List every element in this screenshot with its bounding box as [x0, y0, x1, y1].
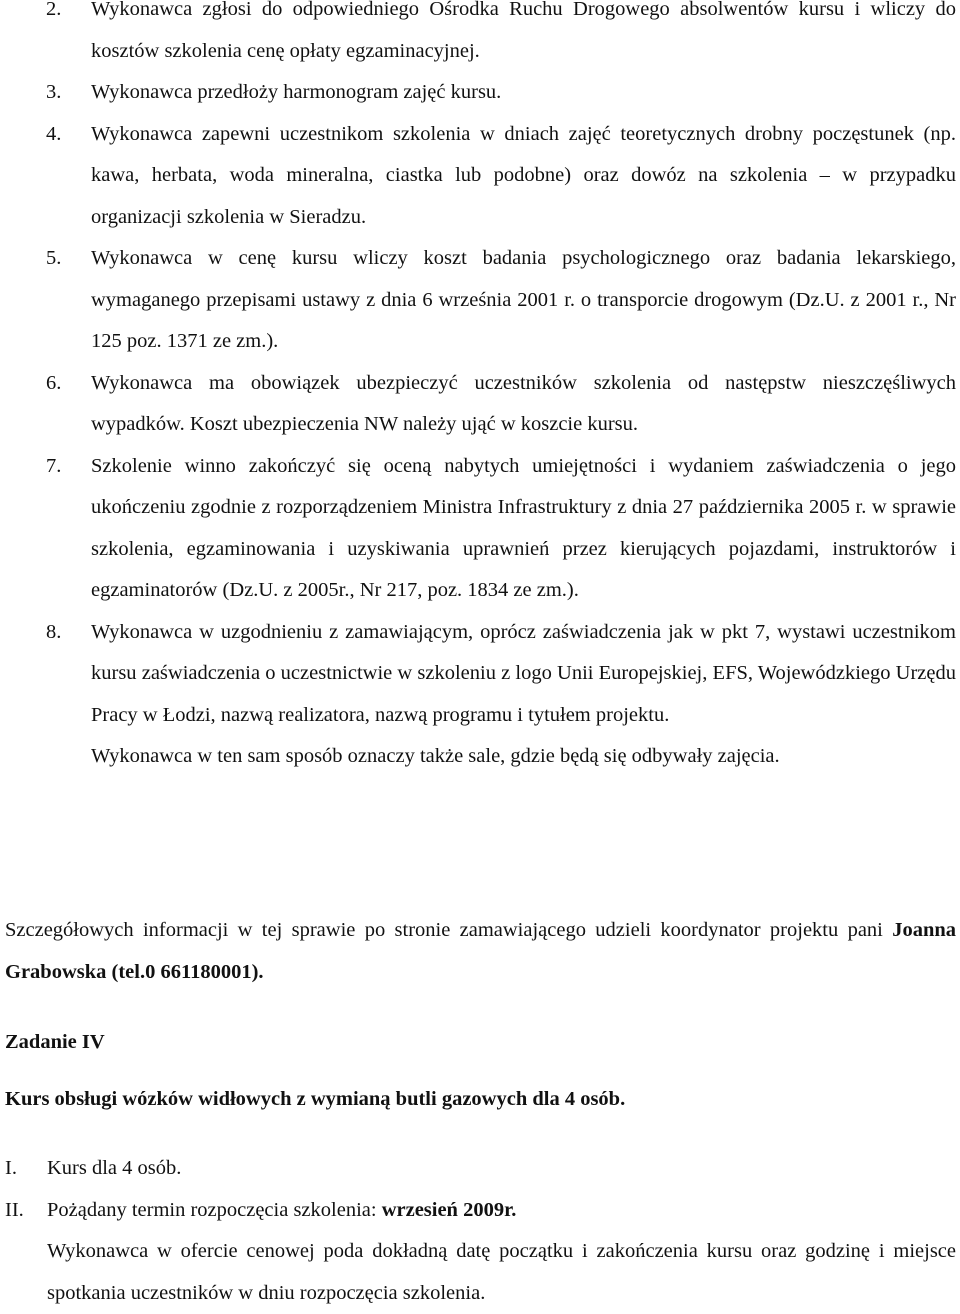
roman-item-text: Kurs dla 4 osób. [47, 1157, 182, 1179]
list-item [0, 363, 956, 446]
list-item-text: Wykonawca ma obowiązek ubezpieczyć uczestników szkolenia od następstw nieszczęśliwych wypadków. Koszt ubezpieczenia NW należy ująć w koszcie kursu. [91, 371, 956, 435]
list-item [0, 612, 956, 737]
list-item-text: Wykonawca przedłoży harmonogram zajęć kursu. [91, 81, 502, 103]
list-continuation: Wykonawca w ten sam sposób oznaczy także sale, gdzie będą się odbywały zajęcia. [91, 745, 780, 767]
list-item-text: Wykonawca zgłosi do odpowiedniego Ośrodka Ruchu Drogowego absolwentów kursu i wliczy do kosztów szkolenia cenę opłaty egzaminacyjnej. [91, 0, 956, 62]
roman-continuation: Wykonawca w ofercie cenowej poda dokładną datę początku i zakończenia kursu oraz godzinę i miejsce spotkania uczestników w dniu rozpoczęcia szkolenia. [47, 1240, 956, 1304]
task-title: Zadanie IV [5, 1031, 105, 1053]
course-title: Kurs obsługi wózków widłowych z wymianą butli gazowych dla 4 osób. [5, 1088, 626, 1110]
list-item-number: 3. [46, 81, 62, 103]
list-item-number: 8. [46, 620, 62, 643]
details-end: . [258, 960, 264, 983]
contact-person: Joanna Grabowska (tel.0 661180001) [5, 919, 956, 983]
list-item-number: 4. [46, 122, 62, 145]
list-item-number: 7. [46, 454, 62, 477]
roman-item-text: Pożądany termin rozpoczęcia szkolenia: [47, 1198, 382, 1221]
list-item [0, 114, 956, 239]
details-paragraph [5, 910, 956, 993]
list-item-text: Wykonawca w uzgodnieniu z zamawiającym, oprócz zaświadczenia jak w pkt 7, wystawi uczestnikom kursu zaświadczenia o uczestnictwie w szkoleniu z logo Unii Europejskiej, EFS, Wojewódzkiego Urzędu Pracy w Łodzi, nazwą realizatora, nazwą programu i tytułem projektu. [91, 620, 956, 726]
list-item-text: Wykonawca w cenę kursu wliczy koszt badania psychologicznego oraz badania lekarskiego, wymaganego przepisami ustawy z dnia 6 września 2001 r. o transporcie drogowym (Dz.U. z 2001 r., Nr 125 poz. 1371 ze zm.). [91, 247, 956, 352]
list-item-text: Szkolenie winno zakończyć się oceną nabytych umiejętności i wydaniem zaświadczenia o jego ukończeniu zgodnie z rozporządzeniem Ministra Infrastruktury z dnia 27 października 2005 r. w sprawie szkolenia, egzaminowania i uzyskiwania uprawnień przez kierujących pojazdami, instruktorów i egzaminatorów (Dz.U. z 2005r., Nr 217, poz. 1834 ze zm.). [91, 454, 956, 601]
list-item-number: 2. [46, 0, 62, 20]
roman-item [0, 1190, 956, 1232]
list-item-number: 5. [46, 247, 62, 269]
roman-item-number: I. [5, 1157, 17, 1179]
details-text: Szczegółowych informacji w tej sprawie po stronie zamawiającego udzieli koordynator projektu pani [5, 919, 893, 941]
list-item [0, 238, 956, 363]
start-date: wrzesień 2009r. [381, 1198, 517, 1221]
roman-item [0, 1148, 956, 1190]
roman-item-number: II. [5, 1198, 24, 1221]
list-item [0, 0, 956, 72]
list-item [0, 72, 956, 114]
list-item-number: 6. [46, 371, 62, 394]
list-item [0, 446, 956, 612]
roman-list [0, 1148, 956, 1314]
list-item-text: Wykonawca zapewni uczestnikom szkolenia w dniach zajęć teoretycznych drobny poczęstunek (np. kawa, herbata, woda mineralna, ciastka lub podobne) oraz dowóz na szkolenia – w przypadku organizacji szkolenia w Sieradzu. [91, 122, 956, 228]
